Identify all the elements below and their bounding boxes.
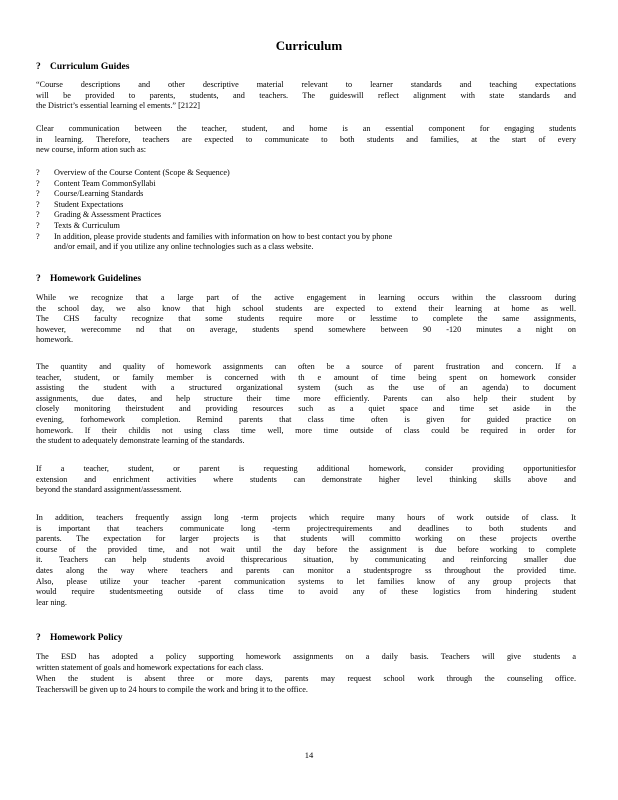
long-term-projects-paragraph xyxy=(36,513,576,608)
text-line: course of the provided time, and not wait until the day before the assignment is due before working to complete xyxy=(36,544,576,554)
bullet-marker: ? xyxy=(36,199,40,209)
text-line: assisting the student with a structured organizational system (such as the use of an agenda) to document xyxy=(36,383,576,393)
list-item-text: Overview of the Course Content (Scope & Sequence) xyxy=(54,168,230,177)
esd-policy-paragraph xyxy=(36,652,576,673)
absence-paragraph xyxy=(36,674,576,695)
heading-text: Curriculum Guides xyxy=(50,62,130,72)
text-line: When the student is absent three or more days, parents may request school work through the counseling office. xyxy=(36,674,576,683)
guides-quote-paragraph xyxy=(36,80,576,112)
bullet-marker: ? xyxy=(36,189,40,199)
text-line: Teacherswill be given up to 24 hours to compile the work and bring it to the office. xyxy=(36,684,308,694)
list-item-text: Content Team CommonSyllabi xyxy=(54,178,156,188)
text-line: While we recognize that a large part of the active engagement in learning occurs within the classroom during xyxy=(36,293,576,302)
clear-communication-paragraph xyxy=(36,124,576,156)
list-item xyxy=(36,168,576,179)
text-line: would require studentsmeeting outside of class time to avoid any of these logistics from hindering student xyxy=(36,587,576,597)
list-item xyxy=(36,189,576,200)
list-item-text: Student Expectations xyxy=(54,199,124,209)
list-item-text: Texts & Curriculum xyxy=(54,220,120,230)
course-info-list xyxy=(36,168,576,253)
heading-text: Homework Guidelines xyxy=(50,274,142,284)
page-number: 14 xyxy=(304,750,314,760)
text-line: “Course descriptions and other descriptive material relevant to learner standards and teaching expectations xyxy=(36,80,576,89)
page-title: Curriculum xyxy=(275,38,343,53)
text-line: new course, inform ation such as: xyxy=(36,145,147,155)
text-line: homework. If their childis not using class time well, more time outside of class could be required in order for xyxy=(36,425,576,435)
bullet-marker: ? xyxy=(36,168,40,177)
additional-homework-paragraph xyxy=(36,464,576,496)
text-line: homework. xyxy=(36,335,74,345)
list-item-text: Grading & Assessment Practices xyxy=(54,210,162,220)
text-line: The quantity and quality of homework assignments can often be a source of parent frustration and concern. If a xyxy=(36,362,576,371)
homework-quantity-paragraph xyxy=(36,362,576,447)
list-item-text: Course/Learning Standards xyxy=(54,189,144,199)
text-line: teacher, student, or family member is concerned with th e amount of time being spent on homework consider xyxy=(36,372,576,382)
text-line: The ESD has adopted a policy supporting homework assignments on a daily basis. Teachers will give students a xyxy=(36,652,576,661)
text-line: In addition, teachers frequently assign long -term projects which require many hours of work outside of class. It xyxy=(36,513,576,522)
list-item xyxy=(36,210,576,221)
text-line: will be provided to parents, students, and teachers. The guideswill reflect alignment with state standards and xyxy=(36,90,576,100)
heading-marker: ? xyxy=(36,62,41,72)
homework-policy-heading xyxy=(36,633,123,643)
list-item xyxy=(36,200,576,211)
text-line: evening, forhomework completion. Remind parents that class time often is given for guided practice on xyxy=(36,414,576,424)
list-item-text: In addition, please provide students and families with information on how to best contact you by phone xyxy=(54,231,393,241)
text-line: is important that teachers communicate long -term projectrequirements and deadlines to both students and xyxy=(36,523,576,533)
heading-text: Homework Policy xyxy=(50,633,123,643)
text-line: lear ning. xyxy=(36,597,67,607)
text-line: written statement of goals and homework expectations for each class. xyxy=(36,662,264,672)
text-line: closely monitoring theirstudent and providing resources such as a quiet space and time set aside in the xyxy=(36,404,576,414)
text-line: the student to adequately demonstrate learning of the standards. xyxy=(36,436,245,446)
homework-guidelines-heading xyxy=(36,274,141,284)
text-line: parents. The expectation for larger projects is that students will committo working on these projects overthe xyxy=(36,534,576,544)
homework-engagement-paragraph xyxy=(36,293,576,346)
text-line: Clear communication between the teacher, student, and home is an essential component for engaging students xyxy=(36,124,576,133)
text-line: The CHS faculty recognize that some students require more or lesstime to complete the same assignments, xyxy=(36,314,576,324)
text-line: in learning. Therefore, teachers are expected to communicate to both students and families, at the start of every xyxy=(36,134,576,144)
list-item xyxy=(36,232,576,253)
text-line: the school day, we also know that high school students are expected to extend their learning at home as well. xyxy=(36,303,576,313)
text-line: dates along the way where teachers and parents can monitor a studentsprogre ss throughout the provided time. xyxy=(36,565,576,575)
bullet-marker: ? xyxy=(36,231,40,241)
bullet-marker: ? xyxy=(36,220,40,230)
heading-marker: ? xyxy=(36,274,41,284)
list-item xyxy=(36,179,576,190)
text-line: beyond the standard assignment/assessment. xyxy=(36,485,182,495)
text-line: Also, please utilize your teacher -parent communication systems to let families know of any group projects that xyxy=(36,576,576,586)
text-line: assignments, due dates, and help structure their time more efficiently. Parents can also help their student by xyxy=(36,393,576,403)
text-line: the District’s essential learning el ements.” [2122] xyxy=(36,101,200,111)
list-item xyxy=(36,221,576,232)
text-line: If a teacher, student, or parent is requesting additional homework, consider providing opportunitiesfor xyxy=(36,464,576,473)
list-item-continuation: and/or email, and if you utilize any online technologies such as a class website. xyxy=(54,242,314,252)
heading-marker: ? xyxy=(36,633,41,643)
bullet-marker: ? xyxy=(36,178,40,188)
text-line: extension and enrichment activities where students can demonstrate higher level thinking skills above and xyxy=(36,474,576,484)
bullet-marker: ? xyxy=(36,210,40,220)
curriculum-guides-heading xyxy=(36,62,129,72)
text-line: however, werecomme nd that on average, students spend somewhere between 90 -120 minutes a night on xyxy=(36,324,576,334)
text-line: it. Teachers can help students avoid thisprecarious situation, by communicating and reinforcing smaller due xyxy=(36,555,576,565)
